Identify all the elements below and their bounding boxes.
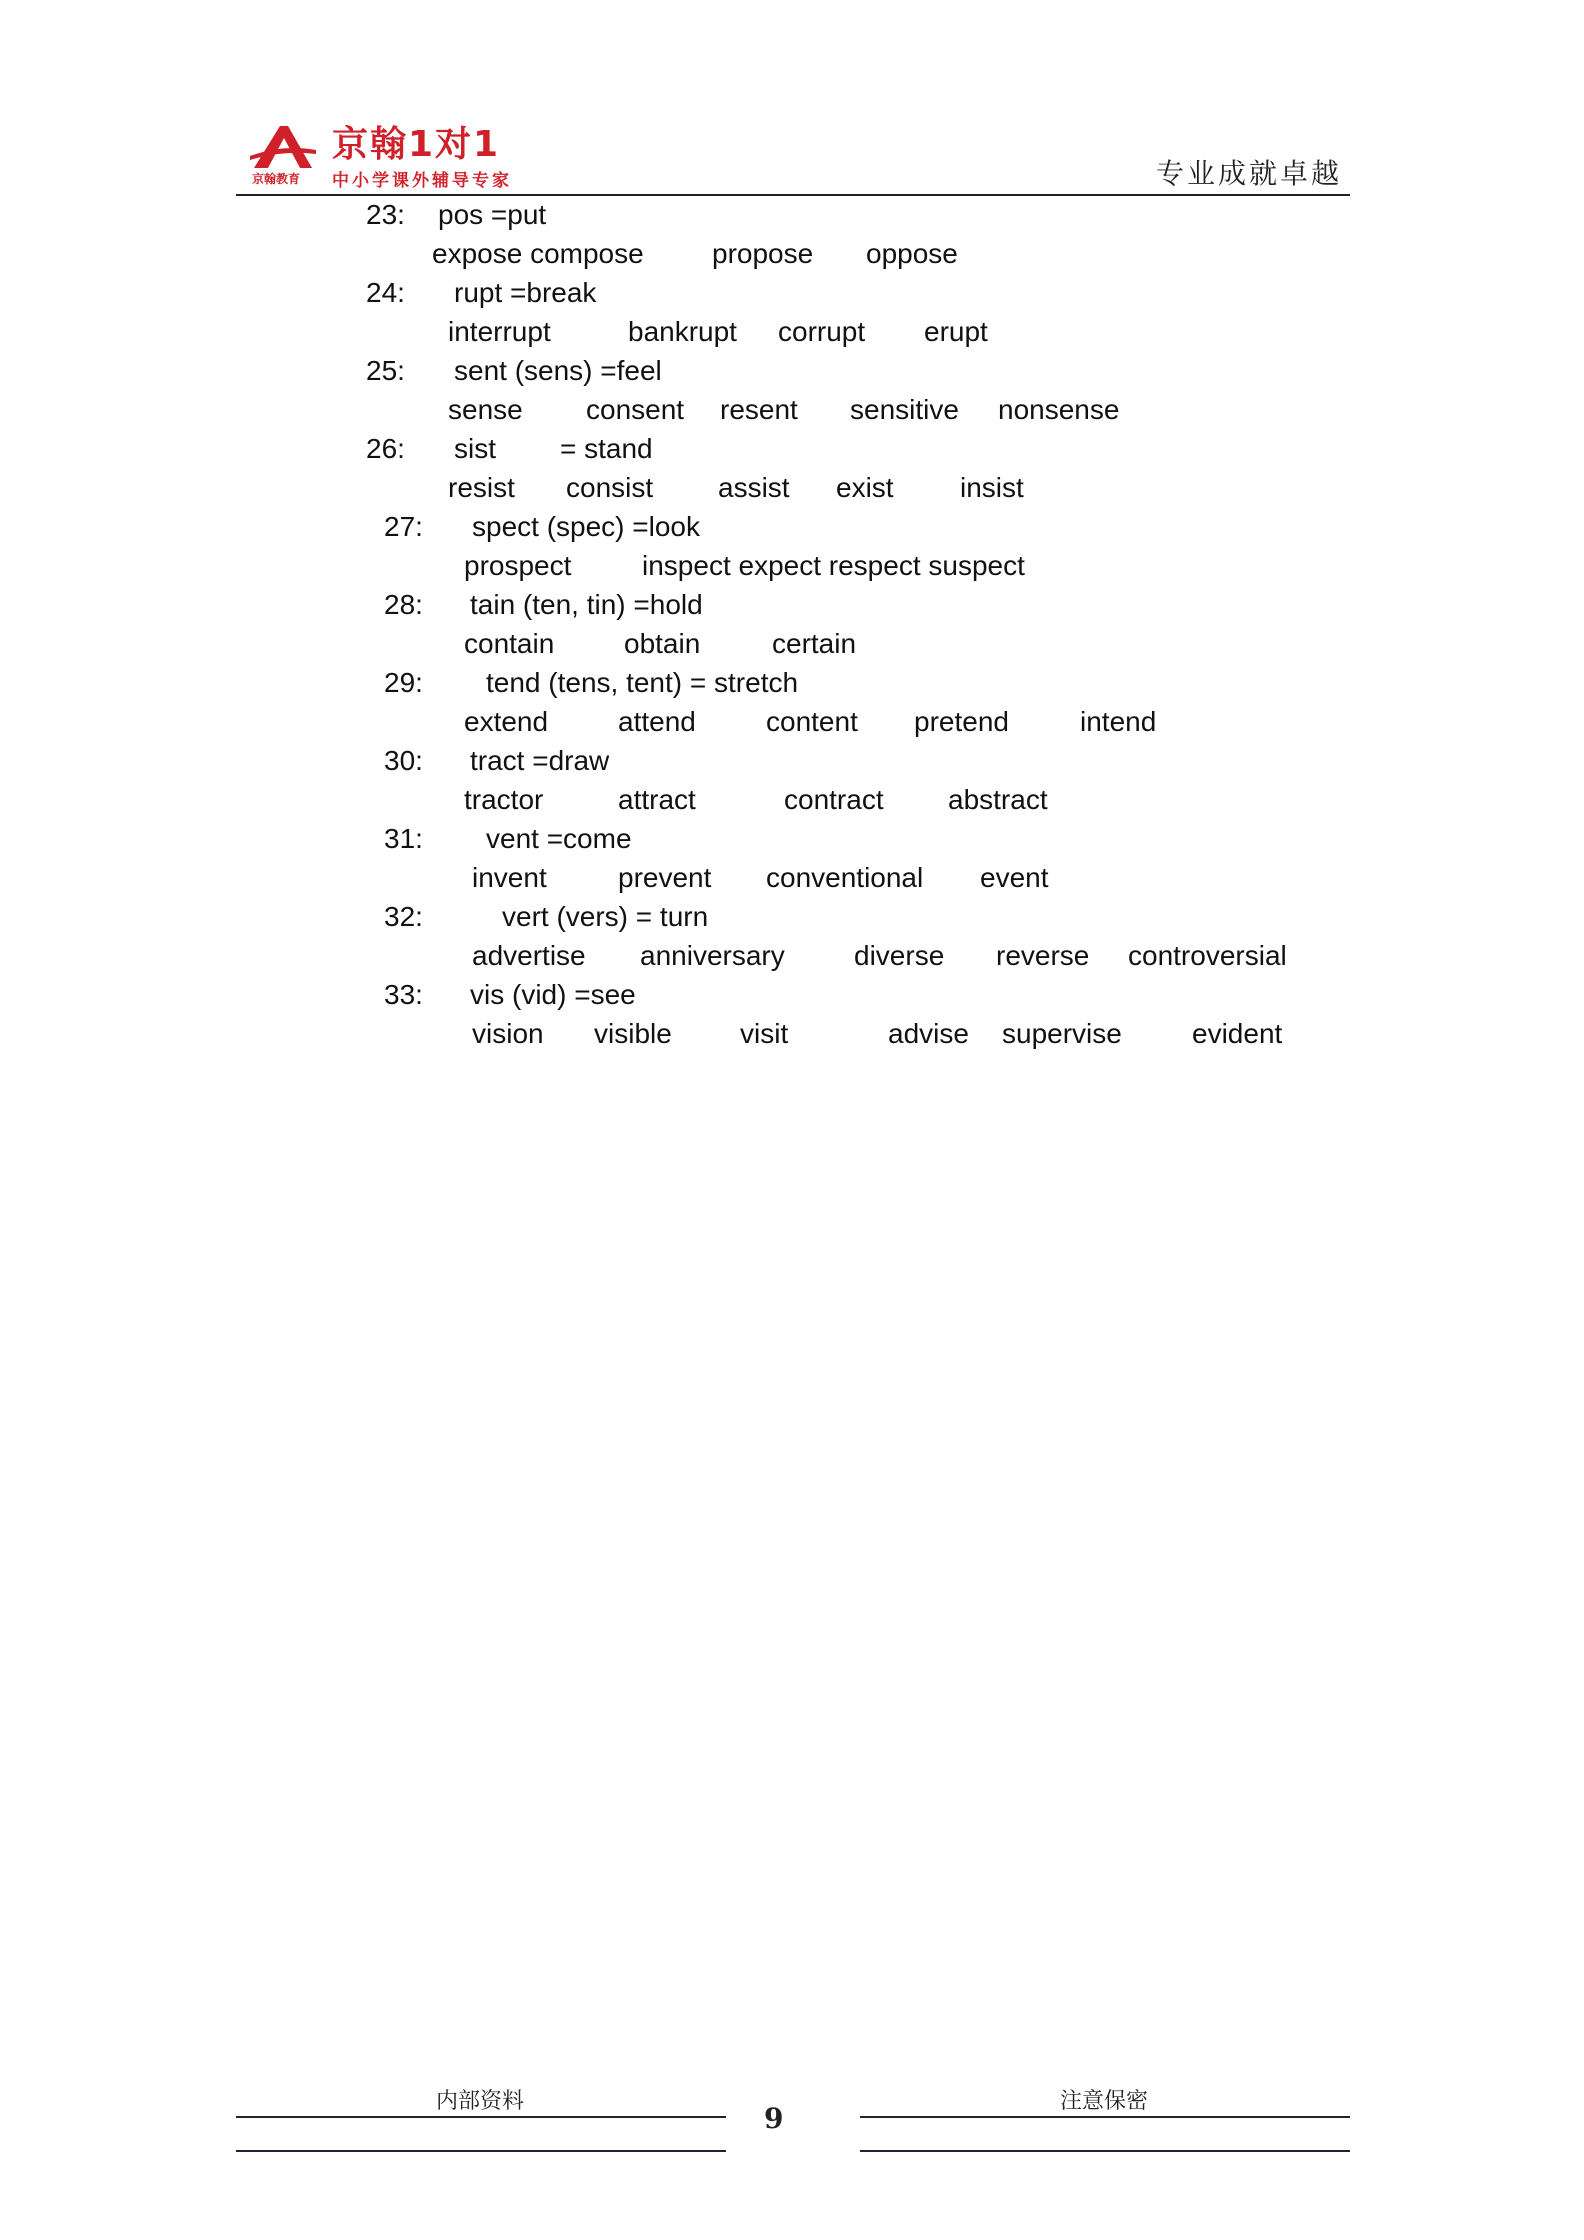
example-word: evident: [1192, 1018, 1283, 1049]
example-word: propose: [712, 238, 814, 269]
root-definition: tract =draw: [470, 745, 610, 776]
footer-line-right-top: [860, 2116, 1350, 2118]
example-word: corrupt: [778, 316, 866, 347]
root-definition: pos =put: [438, 199, 547, 230]
logo-a-icon: [248, 122, 318, 172]
footer-line-right-bottom: [860, 2150, 1350, 2152]
logo-left-text: 京翰教育: [252, 172, 301, 186]
page-number: 9: [764, 2102, 784, 2135]
entry-number: 31:: [384, 823, 423, 854]
example-word: abstract: [948, 784, 1048, 815]
example-word: vision: [472, 1018, 544, 1049]
example-word: prospect: [464, 550, 572, 581]
logo-title: 京翰1对1: [332, 124, 501, 165]
example-word: content: [766, 706, 858, 737]
entry-number: 25:: [366, 355, 405, 386]
root-definition: vent =come: [486, 823, 632, 854]
example-word: contain: [464, 628, 555, 659]
example-word: contract: [784, 784, 884, 815]
root-definition: tain (ten, tin) =hold: [470, 589, 703, 620]
example-word: erupt: [924, 316, 988, 347]
example-word: bankrupt: [628, 316, 737, 347]
entry-number: 30:: [384, 745, 423, 776]
entry-number: 27:: [384, 511, 423, 542]
page-header: [236, 108, 1350, 196]
brand-logo: [248, 116, 568, 192]
example-word: reverse: [996, 940, 1090, 971]
example-word: diverse: [854, 940, 945, 971]
example-word: advertise: [472, 940, 586, 971]
root-definition: vis (vid) =see: [470, 979, 636, 1010]
footer-line-left-bottom: [236, 2150, 726, 2152]
root-definition: sist: [454, 433, 496, 464]
example-word: consent: [586, 394, 685, 425]
example-word: attend: [618, 706, 696, 737]
example-word: event: [980, 862, 1049, 893]
example-word: supervise: [1002, 1018, 1122, 1049]
root-definition: tend (tens, tent) = stretch: [486, 667, 799, 698]
example-word: extend: [464, 706, 549, 737]
example-word: expose compose: [432, 238, 644, 269]
example-word: controversial: [1128, 940, 1287, 971]
root-definition: sent (sens) =feel: [454, 355, 662, 386]
example-word: tractor: [464, 784, 544, 815]
entry-number: 23:: [366, 199, 405, 230]
example-word: conventional: [766, 862, 924, 893]
entry-number: 29:: [384, 667, 423, 698]
example-word: exist: [836, 472, 894, 503]
root-definition: rupt =break: [454, 277, 597, 308]
example-word: sensitive: [850, 394, 959, 425]
root-definition: vert (vers) = turn: [502, 901, 709, 932]
footer-line-left-top: [236, 2116, 726, 2118]
example-word: advise: [888, 1018, 969, 1049]
example-word: resent: [720, 394, 798, 425]
example-word: prevent: [618, 862, 712, 893]
example-word: visit: [740, 1018, 789, 1049]
example-word: certain: [772, 628, 857, 659]
entry-number: 26:: [366, 433, 405, 464]
example-word: insist: [960, 472, 1024, 503]
footer-left-label: 内部资料: [436, 2089, 525, 2114]
example-word: obtain: [624, 628, 701, 659]
entry-number: 32:: [384, 901, 423, 932]
example-word: pretend: [914, 706, 1009, 737]
example-word: anniversary: [640, 940, 785, 971]
logo-subtitle: 中小学课外辅导专家: [332, 171, 512, 191]
footer-right-label: 注意保密: [1060, 2089, 1149, 2114]
entry-number: 33:: [384, 979, 423, 1010]
header-slogan: 专业成就卓越: [1155, 157, 1342, 190]
entry-number: 28:: [384, 589, 423, 620]
example-word: inspect expect respect suspect: [642, 550, 1025, 581]
header-divider: [236, 194, 1350, 196]
example-word: invent: [472, 862, 547, 893]
root-meaning: = stand: [560, 433, 653, 464]
root-definition: spect (spec) =look: [472, 511, 700, 542]
example-word: intend: [1080, 706, 1157, 737]
example-word: visible: [594, 1018, 672, 1049]
example-word: nonsense: [998, 394, 1120, 425]
example-word: sense: [448, 394, 523, 425]
example-word: attract: [618, 784, 696, 815]
entry-number: 24:: [366, 277, 405, 308]
example-word: resist: [448, 472, 515, 503]
example-word: assist: [718, 472, 790, 503]
example-word: consist: [566, 472, 654, 503]
example-word: interrupt: [448, 316, 551, 347]
example-word: oppose: [866, 238, 958, 269]
